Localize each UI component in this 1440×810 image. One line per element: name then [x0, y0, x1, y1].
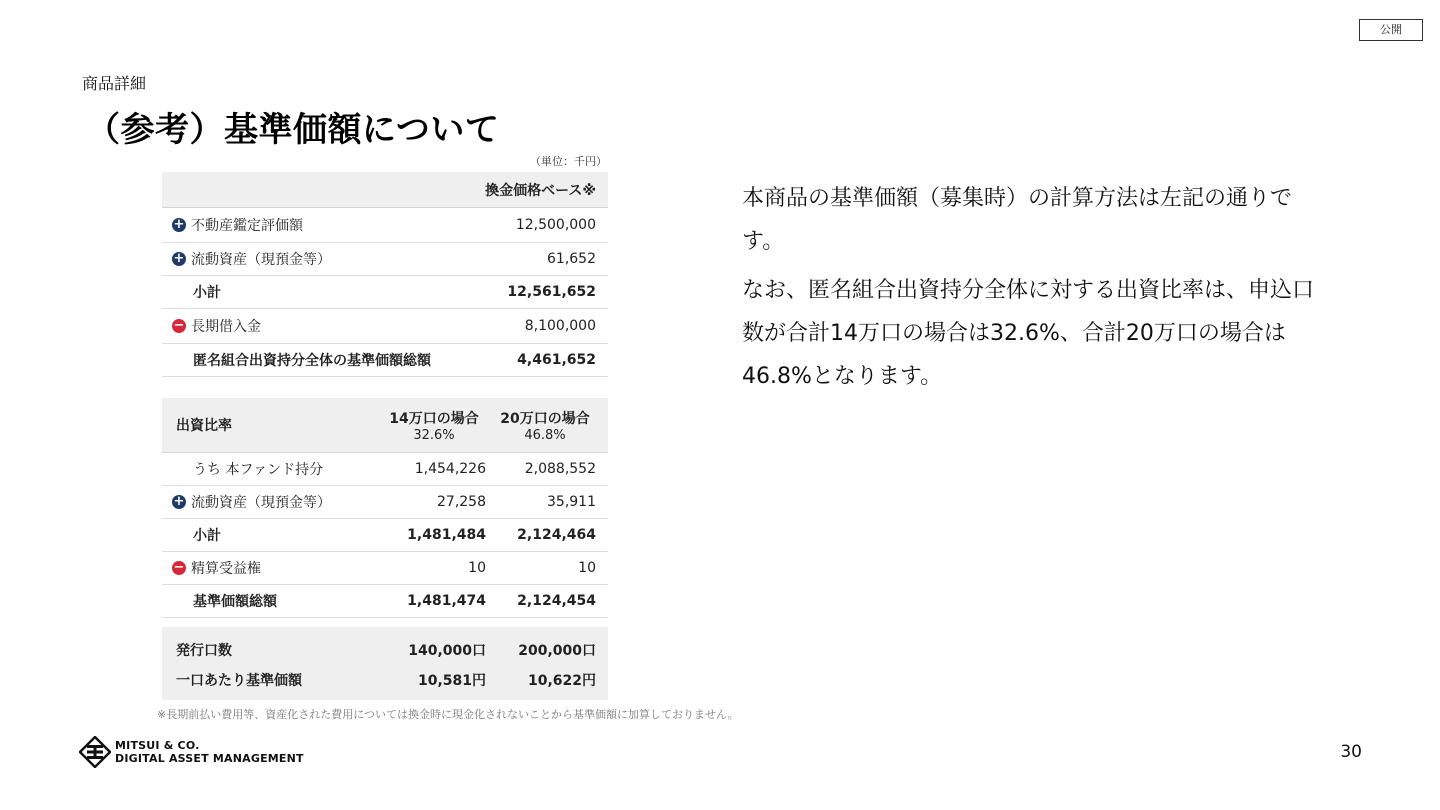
row-value: 2,124,464 [517, 527, 596, 543]
table-row [162, 486, 608, 519]
page-number: 30 [1340, 742, 1362, 762]
table-row [162, 453, 608, 486]
row-label: 長期借入金 [191, 319, 261, 335]
table-row [162, 635, 608, 665]
table-row [162, 309, 608, 344]
row-value: 1,481,474 [407, 593, 486, 609]
description [742, 177, 1332, 404]
row-label: 不動産鑑定評価額 [191, 218, 303, 234]
units-table [162, 627, 608, 700]
ratio-table [162, 398, 608, 618]
table-row [162, 519, 608, 552]
row-value: 12,500,000 [515, 217, 596, 233]
row-value: 10,622円 [527, 673, 596, 689]
logo-line-1: MITSUI & CO. [115, 739, 200, 752]
row-label: 小計 [193, 285, 221, 301]
page-title: （参考）基準価額について [86, 110, 500, 150]
row-label: 流動資産（現預金等） [191, 495, 331, 511]
logo-mark-icon [79, 736, 111, 768]
row-value: 2,124,454 [517, 593, 596, 609]
column-header-14: 14万口の場合 32.6% [389, 410, 479, 443]
public-badge: 公開 [1359, 19, 1423, 41]
row-value: 8,100,000 [524, 318, 596, 334]
description-paragraph: なお、匿名組合出資持分全体に対する出資比率は、申込口数が合計14万口の場合は32.6%、合計20万口の場合は46.8%となります。 [742, 278, 1315, 389]
table-row [162, 665, 608, 695]
row-label: 小計 [193, 528, 221, 544]
table-row [162, 344, 608, 377]
description-paragraph: 本商品の基準価額（募集時）の計算方法は左記の通りです。 [742, 186, 1293, 254]
row-label: 精算受益権 [191, 561, 261, 577]
row-value: 10,581円 [417, 673, 486, 689]
row-value: 2,088,552 [524, 461, 596, 477]
row-value: 35,911 [547, 494, 596, 510]
row-value: 4,461,652 [517, 352, 596, 368]
row-value: 12,561,652 [507, 284, 596, 300]
plus-icon: + [173, 251, 185, 266]
table-row [162, 552, 608, 585]
row-value: 10 [578, 560, 596, 576]
valuation-table [162, 172, 608, 377]
row-value: 10 [468, 560, 486, 576]
plus-icon: + [173, 494, 185, 509]
company-logo [79, 736, 304, 768]
minus-icon: − [173, 318, 185, 333]
section-label: 商品詳細 [82, 74, 147, 93]
header-label: 出資比率 [176, 418, 232, 434]
table-header [162, 172, 608, 208]
row-label: 一口あたり基準価額 [176, 673, 302, 689]
row-value: 1,481,484 [407, 527, 486, 543]
row-value: 200,000口 [518, 643, 596, 659]
row-value: 140,000口 [408, 643, 486, 659]
row-value: 61,652 [547, 251, 596, 267]
table-row [162, 243, 608, 276]
logo-line-2: DIGITAL ASSET MANAGEMENT [115, 752, 304, 765]
row-label: 流動資産（現預金等） [191, 252, 331, 268]
row-value: 1,454,226 [414, 461, 486, 477]
table-row [162, 585, 608, 618]
table-header [162, 398, 608, 453]
row-label: うち 本ファンド持分 [193, 462, 324, 478]
row-value: 27,258 [437, 494, 486, 510]
plus-icon: + [173, 217, 185, 232]
row-label: 匿名組合出資持分全体の基準価額総額 [193, 353, 431, 369]
table-row [162, 208, 608, 243]
table-row [162, 276, 608, 309]
footnote: ※長期前払い費用等、資産化された費用については換金時に現金化されないことから基準価額に加算しておりません。 [157, 708, 739, 721]
unit-note: （単位：千円） [530, 155, 607, 168]
row-label: 基準価額総額 [193, 594, 277, 610]
column-header-20: 20万口の場合 46.8% [500, 410, 590, 443]
column-header: 換金価格ベース※ [485, 182, 596, 199]
minus-icon: − [173, 560, 185, 575]
row-label: 発行口数 [176, 643, 232, 659]
